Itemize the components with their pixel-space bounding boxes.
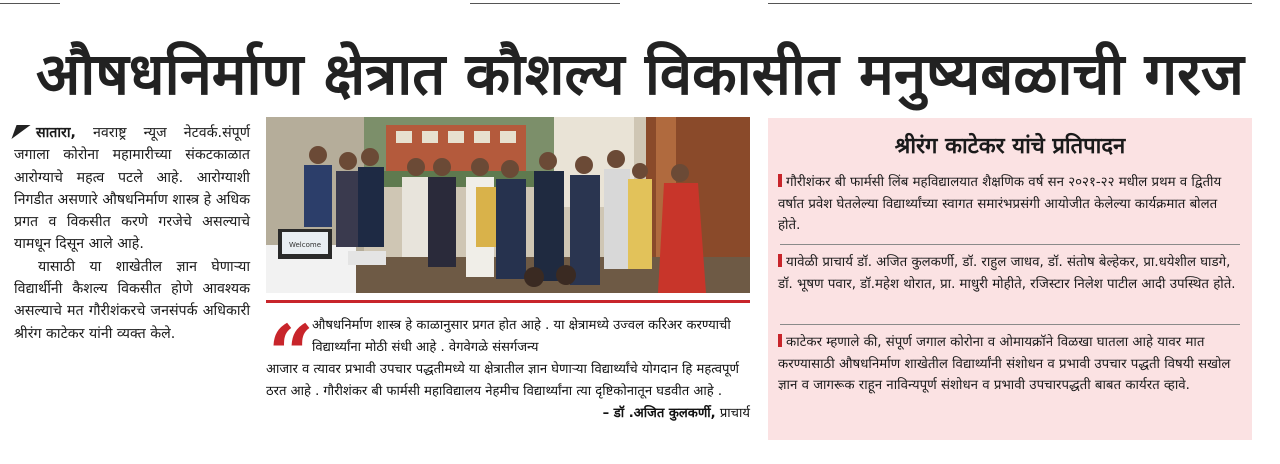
sidebar-item-2 bbox=[778, 252, 1238, 295]
sidebar-item-1 bbox=[778, 172, 1238, 237]
pull-quote bbox=[266, 308, 750, 436]
laptop-screen-text: Welcome bbox=[288, 241, 322, 249]
sidebar-box bbox=[768, 118, 1252, 440]
quote-text-rest: आजार व त्यावर प्रभावी उपचार पद्धतीमध्ये या क्षेत्रातील ज्ञान घेणाऱ्या विद्यार्थ्यांचे योगदान हि महत्वपूर्ण ठरत आहे . गौरीशंकर बी फार्मसी महाविद्यालय नेहमीच विद्यार्थ्यांना त्या दृष्टिकोनातून घडवीत आहे . bbox=[266, 362, 739, 399]
sidebar-divider bbox=[780, 324, 1240, 325]
quote-text-line1: औषधनिर्माण शास्त्र हे काळानुसार प्रगत होत आहे . या क्षेत्रामध्ये उज्वल करिअर करण्याची विद्यार्थ्यांना मोठी संधी आहे . वेगवेगळे संसर्गजन्य bbox=[312, 318, 731, 355]
event-photo bbox=[266, 117, 750, 293]
sidebar-item-3 bbox=[778, 332, 1238, 397]
dateline-marker-icon bbox=[11, 125, 30, 139]
article-text-1: संपूर्ण जगाला कोरोना महामारीच्या संकटकाळात आरोग्याचे महत्व पटले आहे. आरोग्याशी निगडीत असणारे औषधनिर्माण शास्त्र हे अधिक प्रगत व विकसीत करणे गरजेचे असल्याचे यामधून दिसून आले आहे. bbox=[14, 125, 250, 253]
article-body bbox=[14, 122, 250, 442]
sidebar-title: श्रीरंग काटेकर यांचे प्रतिपादन bbox=[894, 134, 1126, 159]
quote-attribution-name: – डॉ .अजित कुलकर्णी, bbox=[602, 406, 716, 421]
article-para-1 bbox=[14, 122, 250, 256]
quote-attribution-role: प्राचार्य bbox=[719, 406, 750, 421]
quote-attribution bbox=[603, 403, 750, 425]
article-para-2: यासाठी या शाखेतील ज्ञान घेणाऱ्या विद्यार्थीनी कैशल्य विकसीत होणे आवश्यक असल्याचे मत गौरीशंकरचे जनसंपर्क अधिकारी श्रीरंग काटेकर यांनी व्यक्त केले. bbox=[14, 258, 250, 342]
headline: औषधनिर्माण क्षेत्रात कौशल्य विकासीत मनुष्यबळाची गरज bbox=[36, 39, 1244, 108]
sidebar-item-text: गौरीशंकर बी फार्मसी लिंब महविद्यालयात शैक्षणिक वर्ष सन २०२१-२२ मधील प्रथम व द्वितीय वर्षात प्रवेश घेतलेल्या विद्यार्थ्यांच्या स्वागत समारंभप्रसंगी आयोजीत केलेल्या कार्यक्रमात बोलत होते. bbox=[778, 175, 1222, 234]
sidebar-item-text: यावेळी प्राचार्य डॉ. अजित कुलकर्णी, डॉ. राहुल जाधव, डॉ. संतोष बेल्हेकर, प्रा.धयेशील घाडगे, डॉ. भूषण पवार, डॉ.महेश थोरात, प्रा. माधुरी मोहीते, रजिस्टार निलेश पाटील आदी उपस्थित होते. bbox=[778, 255, 1236, 292]
sidebar-item-text: काटेकर म्हणाले की, संपूर्ण जगाल कोरोना व ओमायक्रॉने विळखा घातला आहे यावर मात करण्यासाठी औषधनिर्माण शाखेतील विद्यार्थ्यांनी संशोधन व प्रभावी उपचार पद्धती विषयी सखोल ज्ञान व जागरूक राहून नाविन्यपूर्ण संशोधन व प्रभावी उपचारपद्धती बाबत कार्यरत व्हावे. bbox=[778, 335, 1231, 394]
top-strip bbox=[0, 0, 1280, 8]
quote-divider bbox=[266, 300, 750, 303]
bullet-icon bbox=[778, 174, 782, 187]
news-source: नवराष्ट्र न्यूज नेटवर्क. bbox=[93, 125, 223, 141]
dateline: सातारा, bbox=[36, 125, 76, 141]
bullet-icon bbox=[778, 254, 782, 267]
bullet-icon bbox=[778, 334, 782, 347]
sidebar-divider bbox=[780, 244, 1240, 245]
quote-mark-icon: “ bbox=[268, 307, 315, 401]
